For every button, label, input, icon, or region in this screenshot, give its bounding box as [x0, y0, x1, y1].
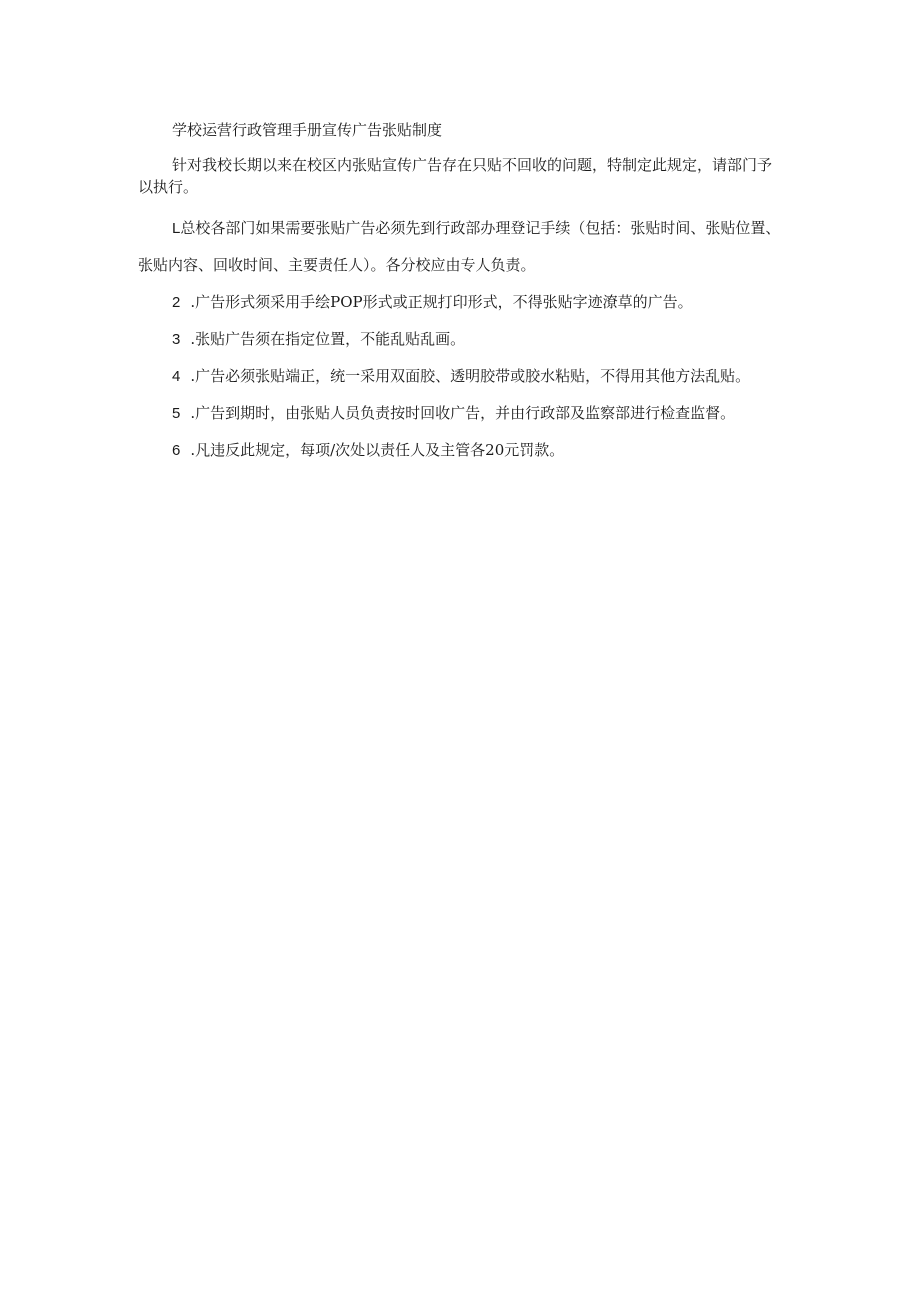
intro-paragraph: 针对我校长期以来在校区内张贴宣传广告存在只贴不回收的问题，特制定此规定，请部门予以执行。 [138, 156, 773, 196]
document-title: 学校运营行政管理手册宣传广告张贴制度 [172, 121, 443, 139]
rule-number: 5 [172, 405, 181, 422]
rule-item-1 [138, 210, 786, 284]
rule-separator: . [190, 367, 196, 385]
rule-item-4 [138, 358, 786, 395]
rule-text: 广告形式须采用手绘POP形式或正规打印形式，不得张贴字迹潦草的广告。 [195, 293, 693, 311]
rule-separator: . [190, 441, 196, 459]
rule-number: L [172, 220, 181, 237]
rule-text: 总校各部门如果需要张贴广告必须先到行政部办理登记手续（包括：张贴时间、张贴位置、张贴内容、回收时间、主要责任人）。各分校应由专人负责。 [138, 219, 781, 274]
rule-separator: . [190, 330, 196, 348]
rule-text: 凡违反此规定，每项/次处以责任人及主管各20元罚款。 [195, 441, 565, 459]
rule-text: 广告到期时，由张贴人员负责按时回收广告，并由行政部及监察部进行检查监督。 [195, 404, 736, 422]
rule-item-5 [138, 395, 786, 432]
rule-number: 4 [172, 368, 181, 385]
rule-separator: . [190, 293, 196, 311]
rule-text: 广告必须张贴端正，统一采用双面胶、透明胶带或胶水粘贴，不得用其他方法乱贴。 [195, 367, 751, 385]
document-body [138, 118, 786, 469]
rule-item-2 [138, 284, 786, 321]
rule-item-3 [138, 321, 786, 358]
rule-number: 2 [172, 294, 181, 311]
rule-number: 3 [172, 331, 181, 348]
rule-separator: . [190, 404, 196, 422]
rule-number: 6 [172, 442, 181, 459]
rule-item-6 [138, 432, 786, 469]
rule-text: 张贴广告须在指定位置，不能乱贴乱画。 [195, 330, 466, 348]
